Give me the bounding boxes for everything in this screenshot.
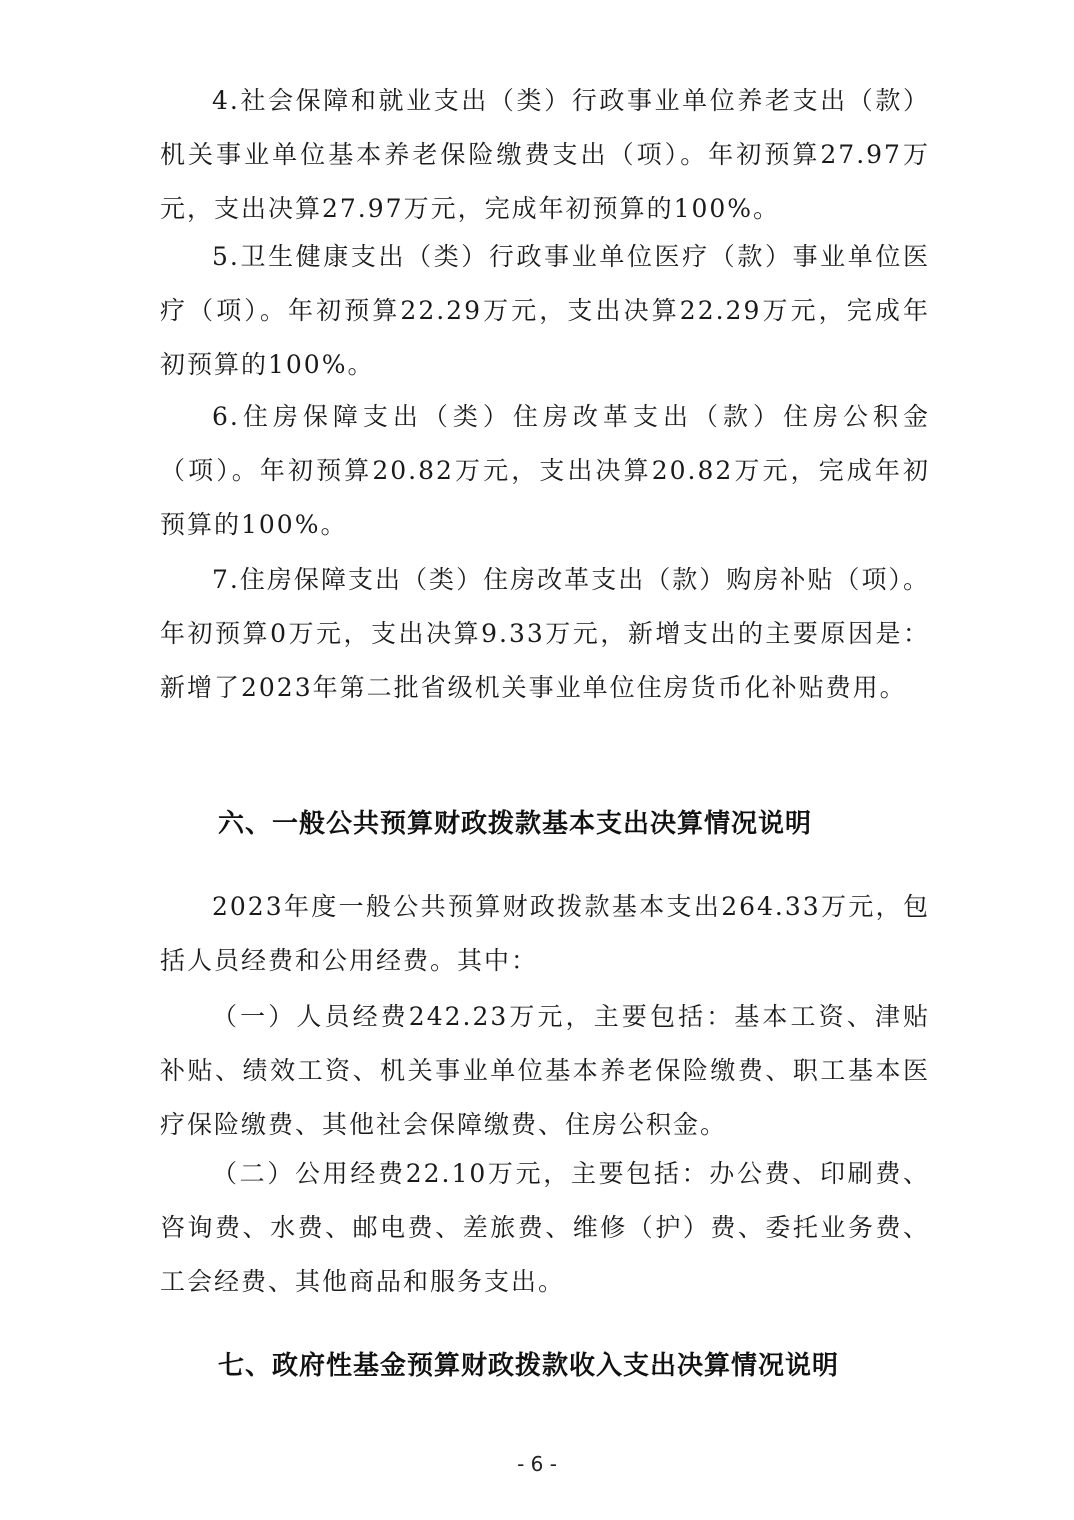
section-6-item-personnel: （一）人员经费242.23万元，主要包括：基本工资、津贴补贴、绩效工资、机关事业单位基本养老保险缴费、职工基本医疗保险缴费、其他社会保障缴费、住房公积金。 xyxy=(160,1002,930,1139)
paragraph-item-7: 7.住房保障支出（类）住房改革支出（款）购房补贴（项）。年初预算0万元，支出决算9.33万元，新增支出的主要原因是：新增了2023年第二批省级机关事业单位住房货币化补贴费用。 xyxy=(160,565,930,702)
section-6-heading: 六、一般公共预算财政拨款基本支出决算情况说明 xyxy=(218,809,813,839)
page-number: - 6 - xyxy=(517,1452,557,1476)
section-7-heading: 七、政府性基金预算财政拨款收入支出决算情况说明 xyxy=(218,1351,840,1381)
paragraph-item-6: 6.住房保障支出（类）住房改革支出（款）住房公积金（项）。年初预算20.82万元，支出决算20.82万元，完成年初预算的100%。 xyxy=(160,402,930,539)
paragraph-item-5: 5.卫生健康支出（类）行政事业单位医疗（款）事业单位医疗（项）。年初预算22.29万元，支出决算22.29万元，完成年初预算的100%。 xyxy=(160,242,930,379)
section-6-intro: 2023年度一般公共预算财政拨款基本支出264.33万元，包括人员经费和公用经费。其中： xyxy=(160,892,930,975)
paragraph-item-4: 4.社会保障和就业支出（类）行政事业单位养老支出（款）机关事业单位基本养老保险缴费支出（项）。年初预算27.97万元，支出决算27.97万元，完成年初预算的100%。 xyxy=(160,86,930,223)
section-6-item-public: （二）公用经费22.10万元，主要包括：办公费、印刷费、咨询费、水费、邮电费、差旅费、维修（护）费、委托业务费、工会经费、其他商品和服务支出。 xyxy=(160,1159,930,1296)
